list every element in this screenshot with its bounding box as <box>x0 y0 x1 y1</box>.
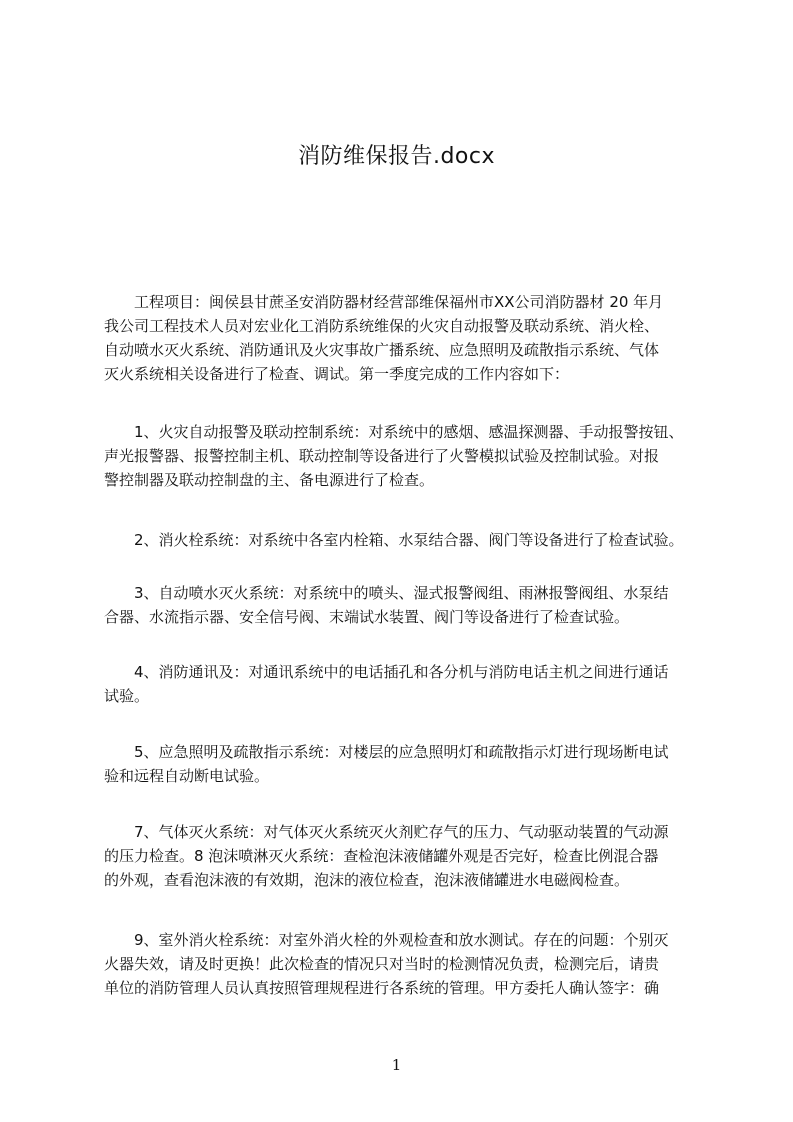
text-line: 我公司工程技术人员对宏业化工消防系统维保的火灾自动报警及联动系统、消火栓、 <box>104 317 660 335</box>
text-line: 7、气体灭火系统：对气体灭火系统灭火剂贮存气的压力、气动驱动装置的气动源 <box>104 823 669 841</box>
text-line: 灭火系统相关设备进行了检查、调试。第一季度完成的工作内容如下： <box>104 365 570 383</box>
text-line: 验和远程自动断电试验。 <box>104 767 270 785</box>
paragraph-outdoor-hydrant <box>104 928 726 1000</box>
text-line: 2、消火栓系统：对系统中各室内栓箱、水泵结合器、阀门等设备进行了检查试验。 <box>104 531 684 549</box>
paragraph-intro <box>104 290 726 386</box>
text-line: 3、自动喷水灭火系统：对系统中的喷头、湿式报警阀组、雨淋报警阀组、水泵结 <box>104 584 669 602</box>
paragraph-emergency-lighting <box>104 740 726 788</box>
text-line: 4、消防通讯及：对通讯系统中的电话插孔和各分机与消防电话主机之间进行通话 <box>104 663 669 681</box>
text-line: 的外观，查看泡沫液的有效期，泡沫的液位检查，泡沫液储罐进水电磁阀检查。 <box>104 871 630 889</box>
text-line: 5、应急照明及疏散指示系统：对楼层的应急照明灯和疏散指示灯进行现场断电试 <box>104 743 669 761</box>
text-line: 工程项目：闽侯县甘蔗圣安消防器材经营部维保福州市XX公司消防器材 20 年月 <box>104 293 664 311</box>
text-line: 火器失效，请及时更换！此次检查的情况只对当时的检测情况负责，检测完后，请贵 <box>104 955 660 973</box>
paragraph-fire-alarm-system <box>104 420 726 492</box>
text-line: 警控制器及联动控制盘的主、备电源进行了检查。 <box>104 471 435 489</box>
text-line: 声光报警器、报警控制主机、联动控制等设备进行了火警模拟试验及控制试验。对报 <box>104 447 660 465</box>
paragraph-hydrant-system <box>104 528 726 552</box>
paragraph-gas-extinguishing <box>104 820 726 892</box>
paragraph-sprinkler-system <box>104 581 726 629</box>
document-title: 消防维保报告.docx <box>297 144 496 169</box>
text-line: 的压力检查。8 泡沫喷淋灭火系统：查检泡沫液储罐外观是否完好，检查比例混合器 <box>104 847 659 865</box>
text-line: 合器、水流指示器、安全信号阀、末端试水装置、阀门等设备进行了检查试验。 <box>104 608 630 626</box>
text-line: 试验。 <box>104 687 150 705</box>
text-line: 自动喷水灭火系统、消防通讯及火灾事故广播系统、应急照明及疏散指示系统、气体 <box>104 341 660 359</box>
text-line: 9、室外消火栓系统：对室外消火栓的外观检查和放水测试。存在的问题：个别灭 <box>104 931 669 949</box>
page-number: 1 <box>391 1056 402 1074</box>
text-line: 单位的消防管理人员认真按照管理规程进行各系统的管理。甲方委托人确认签字：确 <box>104 979 660 997</box>
text-line: 1、火灾自动报警及联动控制系统：对系统中的感烟、感温探测器、手动报警按钮、 <box>104 423 684 441</box>
paragraph-communication-system <box>104 660 726 708</box>
